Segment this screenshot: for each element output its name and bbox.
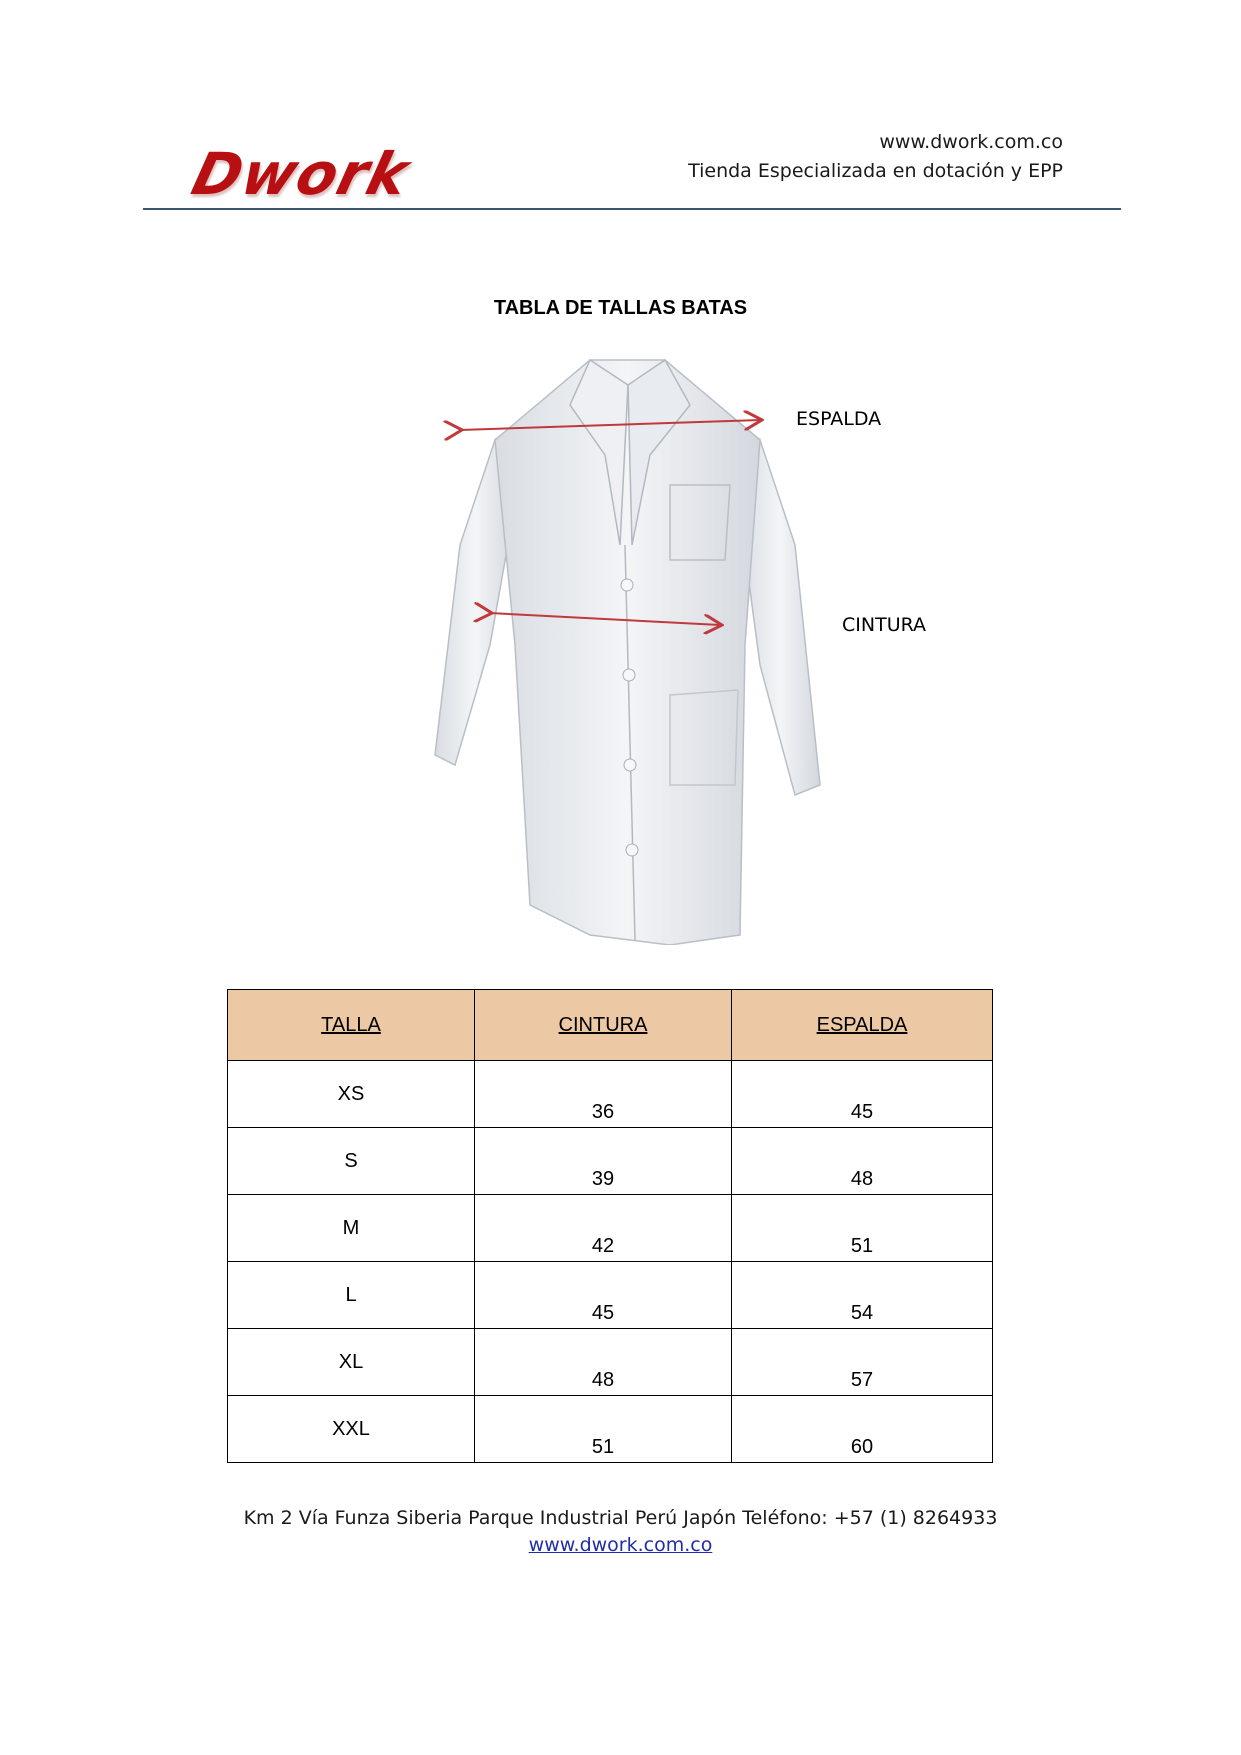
header-divider [143,208,1121,210]
espalda-value: 51 [850,1235,874,1257]
cintura-value: 45 [591,1302,615,1324]
lab-coat-svg [420,345,840,945]
size-label: XS [337,1083,365,1105]
espalda-label: ESPALDA [796,408,882,430]
size-label: M [342,1217,360,1239]
espalda-value: 60 [850,1436,874,1458]
size-table [227,989,993,1463]
table-row [228,1195,993,1262]
size-label: S [344,1150,358,1172]
header-website: www.dwork.com.co [879,131,1063,153]
footer-address: Km 2 Vía Funza Siberia Parque Industrial Perú Japón Teléfono: +57 (1) 8264933 [243,1507,998,1529]
espalda-value: 48 [850,1168,874,1190]
size-label: XXL [332,1418,370,1440]
footer-website-link[interactable]: www.dwork.com.co [528,1534,713,1556]
cintura-label: CINTURA [842,614,927,636]
header-info [688,128,1063,186]
table-row [228,1262,993,1329]
size-table-header [228,990,993,1061]
cintura-value: 39 [591,1168,615,1190]
size-label: XL [338,1351,364,1373]
dwork-logo [185,140,444,210]
espalda-value: 54 [850,1302,874,1324]
size-label: L [345,1284,357,1306]
document-title: TABLA DE TALLAS BATAS [493,297,748,319]
header-talla: TALLA [228,990,475,1061]
cintura-value: 42 [591,1235,615,1257]
logo-wordmark: Dwork [185,140,417,208]
cintura-value: 36 [591,1101,615,1123]
footer [0,1505,1241,1559]
header-espalda: ESPALDA [732,990,993,1061]
cintura-value: 48 [591,1369,615,1391]
espalda-value: 57 [850,1369,874,1391]
table-row [228,1396,993,1463]
header-tagline: Tienda Especializada en dotación y EPP [688,160,1063,182]
header-cintura: CINTURA [475,990,732,1061]
table-row [228,1329,993,1396]
table-row [228,1128,993,1195]
cintura-value: 51 [591,1436,615,1458]
lab-coat-illustration [420,345,840,945]
table-row [228,1061,993,1128]
espalda-value: 45 [850,1101,874,1123]
